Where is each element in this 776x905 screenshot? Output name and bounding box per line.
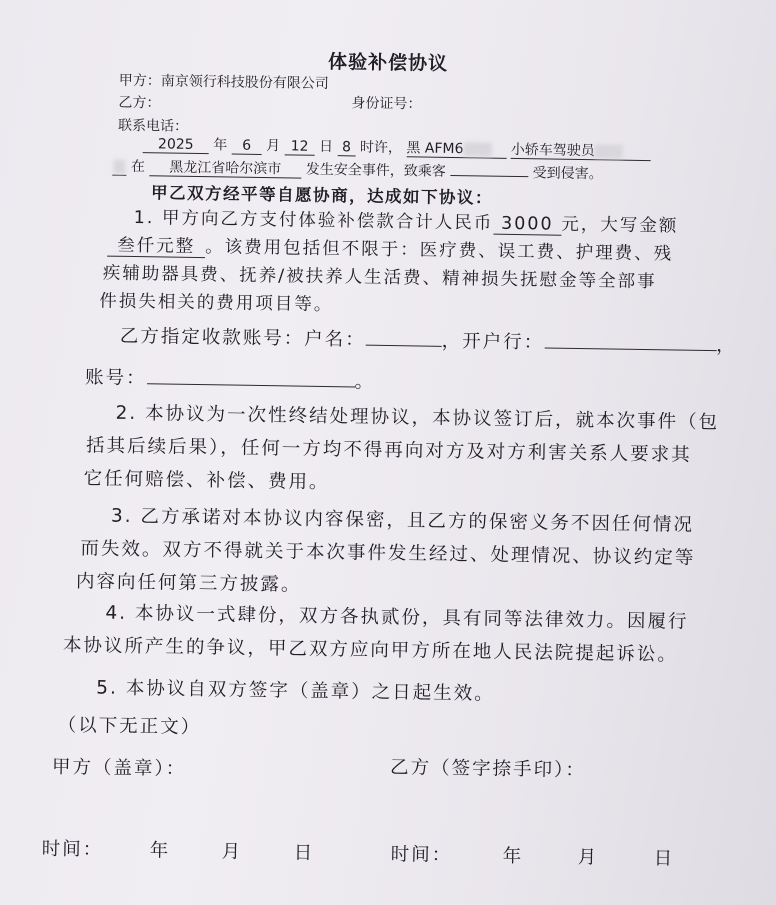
incident-year: 2025 — [143, 137, 209, 154]
clause-3-line-2: 而失效。双方不得就关于本次事件发生经过、处理情况、协议约定等 — [80, 538, 696, 569]
party-a-seal-label: 甲方（盖章）： — [51, 756, 187, 780]
clause-3-line-1: 3. 乙方承诺对本协议内容保密，且乙方的保密义务不因任何情况 — [110, 505, 695, 536]
hour-unit: 时许， — [359, 139, 403, 157]
clause-1-line-4: 件损失相关的费用项目等。 — [99, 291, 334, 316]
incident-month: 6 — [232, 139, 262, 156]
account-number-label: 账号： — [84, 367, 147, 390]
id-number-label: 身份证号： — [351, 95, 422, 113]
plate-text: 黑 AFM6 — [406, 140, 464, 158]
account-number-line — [85, 363, 375, 394]
clause-4-line-2: 本协议所产生的争议，甲乙双方应向甲方所在地人民法院提起诉讼。 — [62, 634, 679, 666]
document-title: 体验补偿协议 — [327, 51, 449, 75]
compensation-amount: 3000 — [493, 215, 561, 236]
bank-blank — [544, 347, 716, 351]
account-line — [120, 322, 737, 358]
date-a-year: 年 — [149, 840, 171, 862]
account-period: 。 — [354, 371, 376, 393]
clause-2-line-3: 它任何赔偿、补偿、费用。 — [83, 468, 330, 494]
event-text: 发生安全事件，致乘客 — [305, 161, 446, 180]
license-plate — [406, 141, 506, 159]
date-b-month: 月 — [577, 847, 599, 869]
redacted-name-blur — [113, 160, 125, 174]
clause-1-text-a: 1. 甲方向乙方支付体验补偿款合计人民币 — [133, 207, 494, 234]
party-a-value: 南京领行科技股份有限公司 — [160, 73, 329, 93]
day-unit: 日 — [318, 138, 334, 156]
clause-2-line-2: 括其后续后果），任何一方均不得再向对方及对方利害关系人要求其 — [85, 435, 692, 466]
account-name-label: 乙方指定收款账号：户名： — [119, 325, 366, 351]
no-further-text: （以下无正文） — [57, 714, 202, 739]
incident-day: 12 — [284, 139, 314, 156]
account-comma: ， — [716, 335, 737, 357]
clause-5: 5. 本协议自双方签字（盖章）之日起生效。 — [96, 677, 495, 705]
year-unit: 年 — [213, 137, 228, 154]
redacted-name-end — [112, 160, 126, 177]
incident-hour: 8 — [337, 140, 355, 157]
date-b-label: 时间： — [390, 844, 453, 867]
date-b-year: 年 — [502, 845, 524, 868]
account-number-blank — [147, 383, 355, 387]
party-a-line — [119, 70, 329, 93]
driver-text: 小轿车驾驶员 — [510, 141, 595, 160]
clause-1-text-c: 。该费用包括但不限于：医疗费、误工费、护理费、残 — [205, 237, 674, 265]
agreement-intro: 甲乙双方经平等自愿协商，达成如下协议： — [150, 183, 494, 208]
party-a-label: 甲方： — [118, 72, 161, 90]
redacted-plate-digits — [463, 142, 491, 156]
party-b-label: 乙方： — [118, 94, 161, 112]
date-b-day: 日 — [653, 848, 675, 870]
clause-2-line-1: 2. 本协议为一次性终结处理协议，本协议签订后，就本次事件（包 — [115, 402, 720, 434]
driver-field — [511, 143, 651, 162]
redacted-driver-name — [595, 144, 623, 158]
date-a-label: 时间： — [41, 838, 104, 861]
bank-label: ，开户行： — [441, 330, 545, 354]
date-a-month: 月 — [221, 841, 243, 863]
month-unit: 月 — [266, 138, 281, 155]
at-text: 在 — [130, 158, 146, 176]
clause-1-line-3: 疾辅助器具费、抚养/被扶养人生活费、精神损失抚慰金等全部事 — [102, 263, 657, 293]
clause-4-line-1: 4. 本协议一式肆份，双方各执贰份，具有同等法律效力。因履行 — [105, 602, 689, 633]
date-a-day: 日 — [293, 842, 315, 864]
harm-text: 受到侵害。 — [532, 165, 603, 183]
account-name-blank — [366, 345, 442, 347]
amount-in-words: 叁仟元整 — [107, 237, 205, 259]
incident-place: 黑龙江省哈尔滨市 — [149, 160, 301, 179]
phone-label: 联系电话： — [117, 117, 189, 135]
party-b-sign-label: 乙方（签字捺手印）： — [389, 757, 586, 782]
clause-1-text-b: 元，大写金额 — [561, 214, 679, 237]
clause-3-line-3: 内容向任何第三方披露。 — [75, 571, 302, 596]
passenger-blank — [450, 175, 528, 177]
